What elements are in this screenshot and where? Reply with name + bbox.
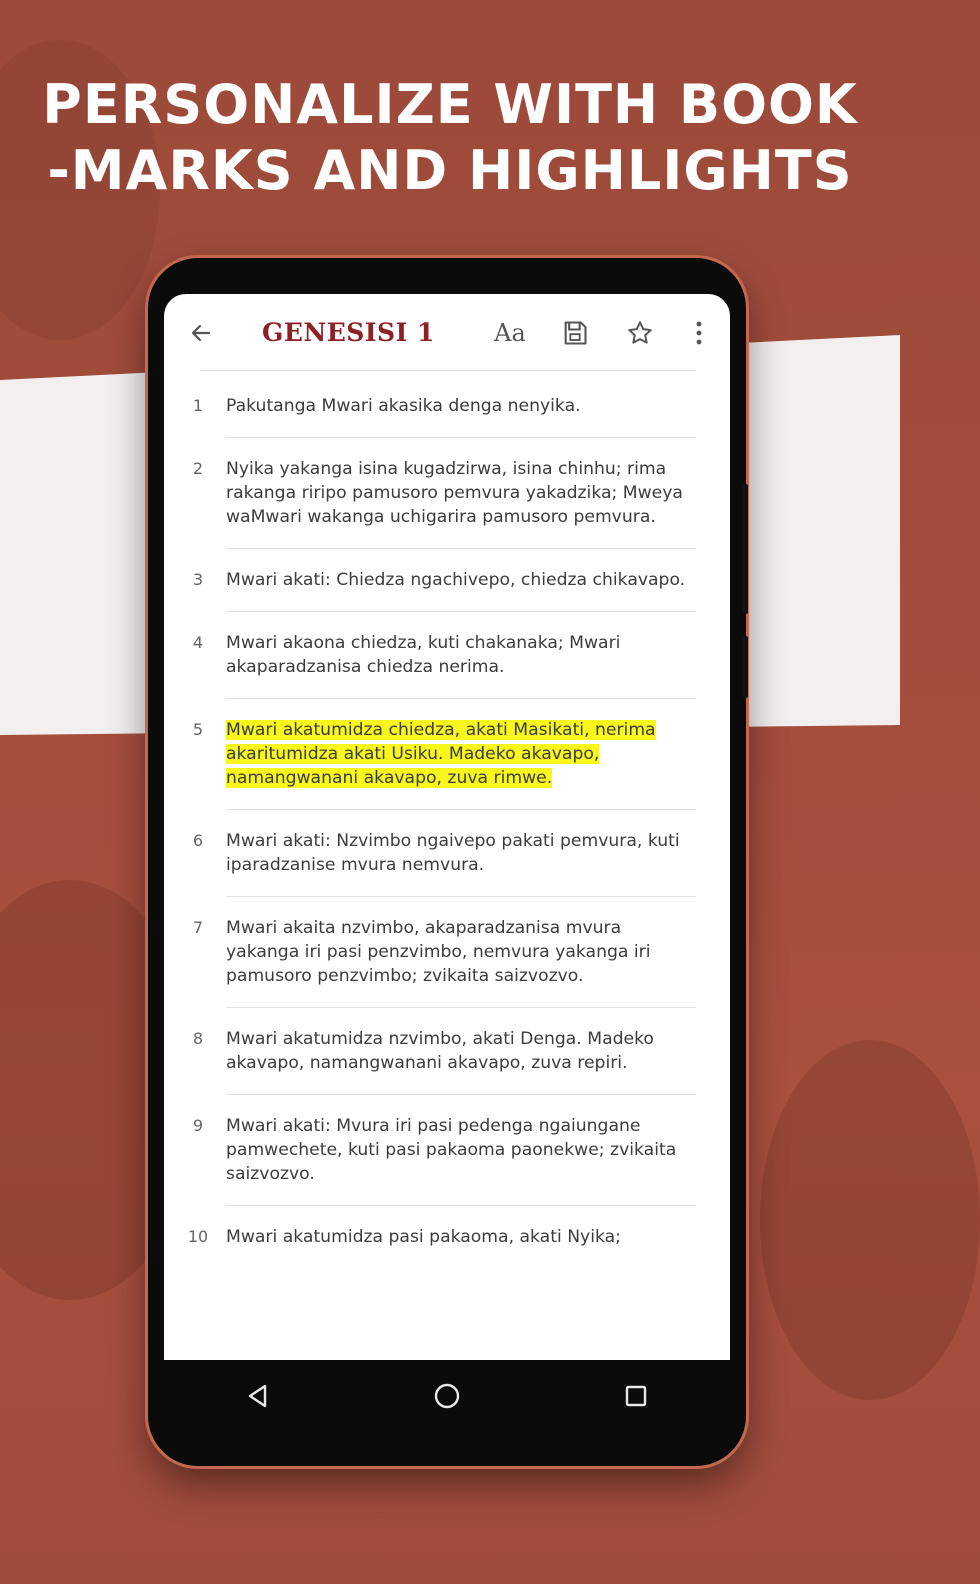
page-title: GENESISI 1	[262, 318, 435, 347]
verse-text-span: Mwari akati: Nzvimbo ngaivepo pakati pemvura, kuti iparadzanise mvura nemvura.	[226, 831, 680, 875]
verse-text	[226, 631, 696, 679]
more-vert-icon	[695, 320, 703, 346]
verse-text-span: Mwari akati: Chiedza ngachivepo, chiedza chikavapo.	[226, 570, 686, 590]
verse-item[interactable]	[182, 1205, 696, 1268]
recents-square-icon	[624, 1384, 648, 1408]
verse-number: 6	[192, 831, 204, 850]
nav-home-button[interactable]	[417, 1366, 477, 1426]
verse-text	[226, 568, 696, 592]
verse-number: 2	[192, 459, 204, 478]
verse-text	[226, 1225, 696, 1249]
app-screen	[164, 294, 730, 1360]
verse-list	[164, 374, 730, 1247]
verse-item[interactable]	[182, 896, 696, 1007]
verse-item[interactable]	[182, 437, 696, 548]
phone-side-button	[742, 484, 748, 614]
nav-recents-button[interactable]	[606, 1366, 666, 1426]
verse-text-span: Mwari akaita nzvimbo, akaparadzanisa mvura yakanga iri pasi penzvimbo, nemvura yakanga iri pamusoro penzvimbo; zvikaita saizvozvo.	[226, 918, 651, 986]
verse-text	[226, 457, 696, 529]
nav-back-button[interactable]	[228, 1366, 288, 1426]
verse-text-highlighted	[226, 718, 696, 790]
phone-frame	[148, 258, 746, 1466]
save-button[interactable]	[557, 315, 593, 351]
save-icon	[561, 319, 589, 347]
home-circle-icon	[433, 1382, 461, 1410]
verse-text	[226, 829, 696, 877]
verse-item[interactable]	[182, 611, 696, 698]
more-options-button[interactable]	[684, 315, 714, 351]
verse-text-span: Mwari akati: Mvura iri pasi pedenga ngaiungane pamwechete, kuti pasi pakaoma paonekwe; zvikaita saizvozvo.	[226, 1116, 677, 1184]
verse-number: 3	[192, 570, 204, 589]
system-nav-bar	[164, 1360, 730, 1432]
background-art	[760, 1040, 980, 1400]
back-arrow-icon	[189, 321, 213, 345]
verse-number: 9	[192, 1116, 204, 1135]
app-bar	[164, 294, 730, 372]
verse-text-span: Mwari akatumidza chiedza, akati Masikati, nerima akaritumidza akati Usiku. Madeko akavapo, namangwanani akavapo, zuva rimwe.	[226, 720, 656, 788]
verse-text	[226, 1027, 696, 1075]
verse-item[interactable]	[182, 548, 696, 611]
back-triangle-icon	[245, 1383, 271, 1409]
verse-text-span: Mwari akatumidza nzvimbo, akati Denga. Madeko akavapo, namangwanani akavapo, zuva repiri.	[226, 1029, 654, 1073]
verse-number: 1	[192, 396, 204, 415]
verse-text	[226, 916, 696, 988]
verse-number: 4	[192, 633, 204, 652]
verse-text	[226, 1114, 696, 1186]
verse-number: 5	[192, 720, 204, 739]
back-button[interactable]	[184, 316, 218, 350]
verse-number: 7	[192, 918, 204, 937]
verse-text	[226, 394, 696, 418]
headline-line-1: PERSONALIZE WITH BOOK	[42, 73, 858, 136]
promo-headline	[0, 72, 900, 204]
verse-item[interactable]	[182, 809, 696, 896]
verse-item[interactable]	[182, 1094, 696, 1205]
headline-line-2: -MARKS AND HIGHLIGHTS	[47, 139, 853, 202]
verse-item[interactable]	[182, 698, 696, 809]
verse-item[interactable]	[182, 374, 696, 437]
verse-item[interactable]	[182, 1007, 696, 1094]
verse-text-span: Pakutanga Mwari akasika denga nenyika.	[226, 396, 581, 416]
font-size-button[interactable]: Aa	[494, 319, 526, 347]
verse-number: 8	[192, 1029, 204, 1048]
verse-text-span: Mwari akatumidza pasi pakaoma, akati Nyika;	[226, 1227, 621, 1247]
verse-number: 10	[187, 1227, 209, 1246]
bookmark-star-button[interactable]	[622, 315, 658, 351]
verse-text-span: Mwari akaona chiedza, kuti chakanaka; Mwari akaparadzanisa chiedza nerima.	[226, 633, 621, 677]
list-divider	[200, 370, 696, 371]
phone-side-button	[742, 636, 748, 698]
verse-text-span: Nyika yakanga isina kugadzirwa, isina chinhu; rima rakanga riripo pamusoro pemvura yakadzika; Mweya waMwari wakanga uchigarira pamusoro pemvura.	[226, 459, 683, 527]
star-icon	[626, 319, 654, 347]
